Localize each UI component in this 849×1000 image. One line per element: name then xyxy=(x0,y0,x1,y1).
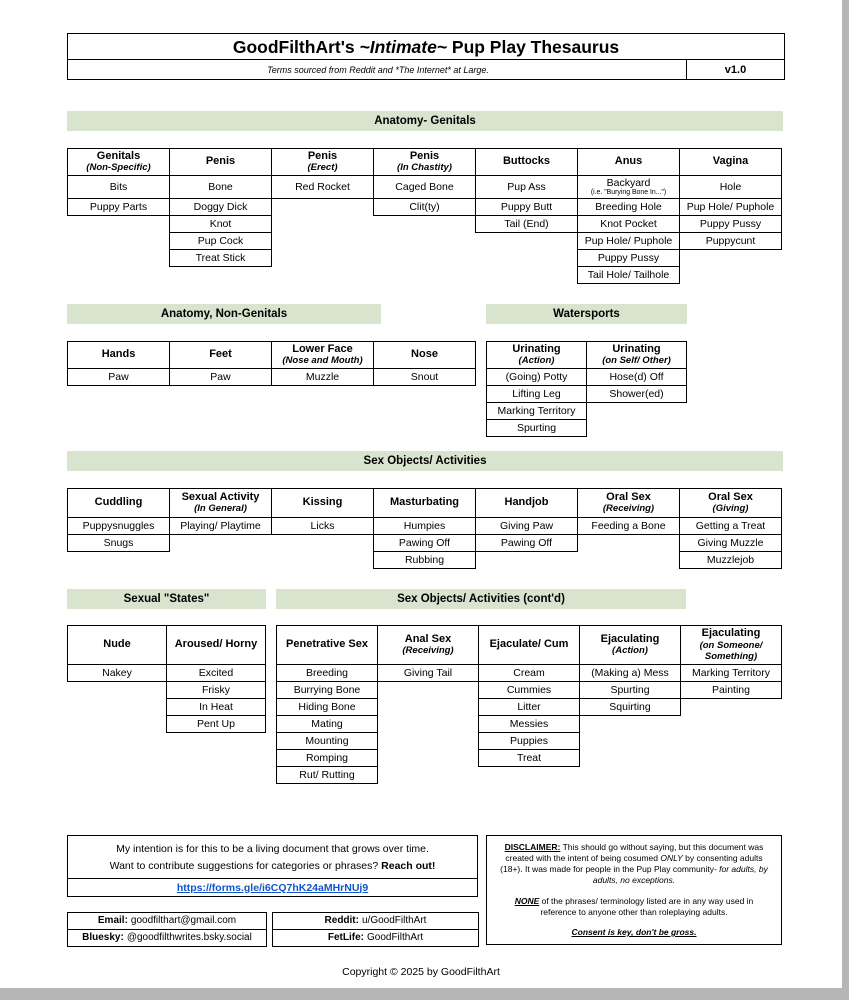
table-cell: Breeding xyxy=(276,664,378,682)
table-column xyxy=(586,341,687,403)
table-cell: Breeding Hole xyxy=(577,198,680,216)
info-line-2-emphasis: Reach out! xyxy=(381,859,436,872)
table-column xyxy=(67,488,170,552)
table-column xyxy=(579,625,681,716)
contact-fetlife-row xyxy=(272,929,479,947)
table-column xyxy=(67,148,170,216)
reddit-value: u/GoodFilthArt xyxy=(361,915,427,926)
section-header-sex-objects-contd: Sex Objects/ Activities (cont'd) xyxy=(276,589,686,609)
contribute-link[interactable]: https://forms.gle/i6CQ7hK24aMHrNUj9 xyxy=(176,881,369,894)
table-cell: Pawing Off xyxy=(475,534,578,552)
table-cell: In Heat xyxy=(166,698,266,716)
table-cell: Muzzlejob xyxy=(679,551,782,569)
contact-box-right xyxy=(272,912,479,947)
info-line-2 xyxy=(110,860,436,872)
table-cell: Muzzle xyxy=(271,368,374,386)
table-column xyxy=(169,488,272,535)
text-segment: DISCLAIMER: xyxy=(504,842,561,852)
table-column xyxy=(377,625,479,682)
column-header: Oral Sex (Giving) xyxy=(679,488,782,518)
table-cell: Licks xyxy=(271,517,374,535)
column-header: Handjob xyxy=(475,488,578,518)
table-cell: Painting xyxy=(680,681,782,699)
table-cell: Shower(ed) xyxy=(586,385,687,403)
title-prefix: GoodFilthArt's xyxy=(232,37,360,57)
table-cell: Spurting xyxy=(579,681,681,699)
table-column xyxy=(475,148,578,233)
disclaimer-paragraph-1 xyxy=(497,842,771,886)
title-emphasis: ~Intimate~ xyxy=(359,37,448,57)
section-header-sex-objects: Sex Objects/ Activities xyxy=(67,451,783,471)
column-header: Vagina xyxy=(679,148,782,176)
table-cell: Giving Paw xyxy=(475,517,578,535)
table-column xyxy=(486,341,587,437)
contact-email-row xyxy=(67,912,267,930)
table-cell: Bits xyxy=(67,175,170,199)
table-cell: Getting a Treat xyxy=(679,517,782,535)
table-cell: (Making a) Mess xyxy=(579,664,681,682)
table-cell: Puppy Pussy xyxy=(577,249,680,267)
email-value: goodfilthart@gmail.com xyxy=(130,915,237,926)
table-column xyxy=(478,625,580,767)
table-cell: Pup Hole/ Puphole xyxy=(577,232,680,250)
section-header-watersports: Watersports xyxy=(486,304,687,324)
table-cell: Cream xyxy=(478,664,580,682)
subtitle-bar xyxy=(67,59,689,80)
table-cell: Paw xyxy=(169,368,272,386)
table-cell: Knot Pocket xyxy=(577,215,680,233)
text-segment: ONLY xyxy=(660,853,683,864)
section-header-sexual-states: Sexual "States" xyxy=(67,589,266,609)
info-line-2-text: Want to contribute suggestions for categories or phrases? xyxy=(109,859,382,872)
table-anatomy-non-genitals xyxy=(67,341,476,386)
text-segment: by consenting adults (18+). It was made for people in the Pup Play community- xyxy=(500,853,763,875)
column-header: Aroused/ Horny xyxy=(166,625,266,665)
table-cell: Pup Hole/ Puphole xyxy=(679,198,782,216)
email-label: Email: xyxy=(97,915,128,926)
column-header: Kissing xyxy=(271,488,374,518)
table-column xyxy=(67,625,167,682)
bluesky-label: Bluesky: xyxy=(82,932,124,943)
info-box xyxy=(67,835,478,879)
reddit-label: Reddit: xyxy=(324,915,359,926)
table-cell: Doggy Dick xyxy=(169,198,272,216)
table-cell: Backyard (i.e. "Burying Bone In...") xyxy=(577,175,680,199)
table-column xyxy=(679,148,782,250)
table-sex-objects-contd xyxy=(276,625,782,784)
table-sex-objects xyxy=(67,488,782,569)
table-column xyxy=(680,625,782,699)
column-header: Ejaculate/ Cum xyxy=(478,625,580,665)
column-header: Lower Face (Nose and Mouth) xyxy=(271,341,374,369)
table-column xyxy=(169,148,272,267)
version-badge xyxy=(686,59,785,80)
table-cell: Rubbing xyxy=(373,551,476,569)
table-cell: Messies xyxy=(478,715,580,733)
table-cell: Burrying Bone xyxy=(276,681,378,699)
table-cell: Humpies xyxy=(373,517,476,535)
column-header: Hands xyxy=(67,341,170,369)
table-cell: Feeding a Bone xyxy=(577,517,680,535)
column-header: Penis (Erect) xyxy=(271,148,374,176)
table-cell: Puppy Pussy xyxy=(679,215,782,233)
table-cell: Giving Tail xyxy=(377,664,479,682)
table-cell: Puppies xyxy=(478,732,580,750)
column-header: Penetrative Sex xyxy=(276,625,378,665)
disclaimer-paragraph-3 xyxy=(497,927,771,938)
column-header: Urinating (on Self/ Other) xyxy=(586,341,687,369)
table-cell: Tail (End) xyxy=(475,215,578,233)
title-suffix: Pup Play Thesaurus xyxy=(447,37,620,57)
table-cell: Mounting xyxy=(276,732,378,750)
table-cell: Pup Ass xyxy=(475,175,578,199)
column-header: Ejaculating (on Someone/ Something) xyxy=(680,625,782,665)
table-column xyxy=(276,625,378,784)
table-cell: Snugs xyxy=(67,534,170,552)
title-bar xyxy=(67,33,785,62)
table-column xyxy=(271,148,374,199)
column-header: Penis (In Chastity) xyxy=(373,148,476,176)
subtitle-text: Terms sourced from Reddit and *The Internet* at Large. xyxy=(267,64,489,75)
column-header: Nude xyxy=(67,625,167,665)
text-segment: for adults, by adults, no exceptions. xyxy=(592,864,768,886)
table-column xyxy=(373,341,476,386)
table-column xyxy=(373,488,476,569)
table-cell: Caged Bone xyxy=(373,175,476,199)
contact-bluesky-row xyxy=(67,929,267,947)
fetlife-value: GoodFilthArt xyxy=(366,932,424,943)
table-column xyxy=(679,488,782,569)
column-header: Buttocks xyxy=(475,148,578,176)
table-column xyxy=(169,341,272,386)
text-segment: Consent is key, don't be gross. xyxy=(571,926,697,937)
column-header: Feet xyxy=(169,341,272,369)
table-cell: Frisky xyxy=(166,681,266,699)
table-cell: Giving Muzzle xyxy=(679,534,782,552)
text-segment: NONE xyxy=(514,895,540,906)
column-header: Nose xyxy=(373,341,476,369)
table-cell: Lifting Leg xyxy=(486,385,587,403)
fetlife-label: FetLife: xyxy=(327,932,364,943)
table-cell: Puppy Butt xyxy=(475,198,578,216)
column-header: Genitals (Non-Specific) xyxy=(67,148,170,176)
table-cell: Red Rocket xyxy=(271,175,374,199)
column-header: Ejaculating (Action) xyxy=(579,625,681,665)
table-column xyxy=(475,488,578,552)
footer-copyright: Copyright © 2025 by GoodFilthArt xyxy=(342,966,500,978)
table-cell: Tail Hole/ Tailhole xyxy=(577,266,680,284)
bluesky-value: @goodfilthwrites.bsky.social xyxy=(126,932,252,943)
table-cell: Puppycunt xyxy=(679,232,782,250)
table-sexual-states xyxy=(67,625,266,733)
table-column xyxy=(271,341,374,386)
table-cell: Nakey xyxy=(67,664,167,682)
table-cell: Pent Up xyxy=(166,715,266,733)
column-header: Anal Sex (Receiving) xyxy=(377,625,479,665)
table-cell: Rut/ Rutting xyxy=(276,766,378,784)
table-column xyxy=(373,148,476,216)
table-cell: Hose(d) Off xyxy=(586,368,687,386)
section-header-anatomy-genitals: Anatomy- Genitals xyxy=(67,111,783,131)
table-cell: Snout xyxy=(373,368,476,386)
table-cell: Bone xyxy=(169,175,272,199)
column-header: Cuddling xyxy=(67,488,170,518)
column-header: Urinating (Action) xyxy=(486,341,587,369)
contact-reddit-row xyxy=(272,912,479,930)
table-cell: Mating xyxy=(276,715,378,733)
table-cell: Playing/ Playtime xyxy=(169,517,272,535)
table-cell: Excited xyxy=(166,664,266,682)
table-cell: Marking Territory xyxy=(680,664,782,682)
table-cell: Puppysnuggles xyxy=(67,517,170,535)
table-cell: Paw xyxy=(67,368,170,386)
table-cell: Marking Territory xyxy=(486,402,587,420)
table-cell: Pup Cock xyxy=(169,232,272,250)
column-header: Anus xyxy=(577,148,680,176)
table-cell: Spurting xyxy=(486,419,587,437)
table-column xyxy=(67,341,170,386)
table-column xyxy=(166,625,266,733)
page-title xyxy=(233,37,619,58)
disclaimer-box xyxy=(486,835,782,945)
table-cell: Puppy Parts xyxy=(67,198,170,216)
table-cell: Knot xyxy=(169,215,272,233)
table-cell: Pawing Off xyxy=(373,534,476,552)
table-watersports xyxy=(486,341,687,437)
table-cell: Hiding Bone xyxy=(276,698,378,716)
table-cell: Romping xyxy=(276,749,378,767)
table-cell: Cummies xyxy=(478,681,580,699)
table-cell: Treat Stick xyxy=(169,249,272,267)
info-line-1: My intention is for this to be a living document that grows over time. xyxy=(116,842,429,855)
version-text: v1.0 xyxy=(724,63,747,76)
section-header-anatomy-non-genitals: Anatomy, Non-Genitals xyxy=(67,304,381,324)
column-header: Masturbating xyxy=(373,488,476,518)
contact-box-left xyxy=(67,912,267,947)
table-cell: Clit(ty) xyxy=(373,198,476,216)
text-segment: This should go without saying, but this document was created with the intent of being cosumed xyxy=(505,842,764,864)
link-box xyxy=(67,878,478,897)
table-cell: Treat xyxy=(478,749,580,767)
table-column xyxy=(577,148,680,284)
column-header: Sexual Activity (In General) xyxy=(169,488,272,518)
column-header: Penis xyxy=(169,148,272,176)
column-header: Oral Sex (Receiving) xyxy=(577,488,680,518)
table-cell: (Going) Potty xyxy=(486,368,587,386)
table-anatomy-genitals xyxy=(67,148,782,284)
table-cell: Litter xyxy=(478,698,580,716)
table-column xyxy=(577,488,680,535)
text-segment: of the phrases/ terminology listed are in any way used in reference to anyone other than roleplaying adults. xyxy=(539,895,754,917)
table-cell: Squirting xyxy=(579,698,681,716)
table-column xyxy=(271,488,374,535)
disclaimer-paragraph-2 xyxy=(497,896,771,918)
table-cell: Hole xyxy=(679,175,782,199)
